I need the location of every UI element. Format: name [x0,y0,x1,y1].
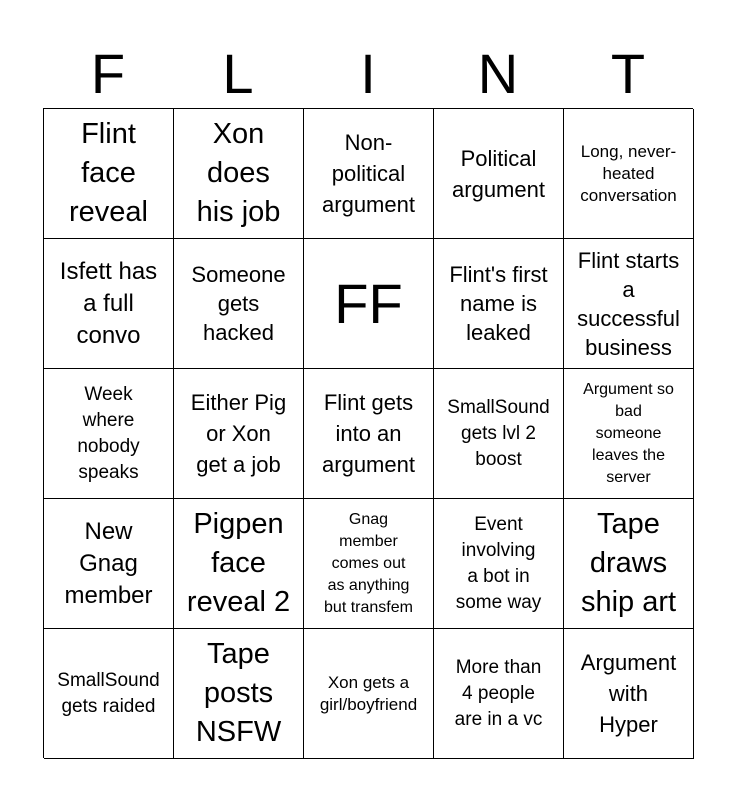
cell-text: New Gnag member [64,517,153,609]
bingo-cell[interactable] [304,369,434,499]
bingo-cell[interactable] [564,499,694,629]
title-letter-f: F [90,42,126,105]
bingo-cell[interactable] [564,109,694,239]
bingo-cell[interactable] [174,239,304,369]
bingo-cell[interactable] [44,109,174,239]
bingo-cell[interactable] [564,239,694,369]
cell-text: Flint's first name is leaked [449,262,548,345]
cell-text: SmallSound gets raided [57,669,160,717]
bingo-cell[interactable] [564,629,694,759]
cell-text: SmallSound gets lvl 2 boost [447,396,550,470]
free-space[interactable] [304,239,434,369]
cell-text: Argument so bad someone leaves the server [583,380,674,486]
title-letter-l: L [222,42,254,105]
cell-text: Event involving a bot in some way [455,513,542,613]
bingo-cell[interactable] [434,499,564,629]
cell-text: Someone gets hacked [191,262,286,345]
cell-text: Week where nobody speaks [77,383,140,483]
bingo-cell[interactable] [44,629,174,759]
bingo-title [43,38,693,110]
cell-text: Flint face reveal [69,118,148,228]
free-space-text: FF [334,271,403,335]
cell-text: Non- political argument [322,130,415,217]
bingo-cell[interactable] [44,239,174,369]
cell-text: Flint starts a successful business [577,247,680,360]
title-letter-i: I [360,42,376,105]
cell-text: Political argument [452,145,545,202]
bingo-cell[interactable] [434,369,564,499]
cell-text: Gnag member comes out as anything but transfem [324,510,413,616]
title-letter-t: T [610,42,646,105]
bingo-board [43,108,693,758]
bingo-cell[interactable] [434,109,564,239]
title-letter-n: N [477,42,519,105]
bingo-cell[interactable] [174,109,304,239]
bingo-cell[interactable] [174,369,304,499]
bingo-cell[interactable] [304,109,434,239]
bingo-cell[interactable] [304,629,434,759]
bingo-cell[interactable] [174,629,304,759]
bingo-cell[interactable] [434,629,564,759]
cell-text: Pigpen face reveal 2 [186,508,291,618]
bingo-cell[interactable] [44,499,174,629]
bingo-cell[interactable] [564,369,694,499]
bingo-cell[interactable] [174,499,304,629]
cell-text: Tape draws ship art [580,508,677,618]
cell-text: Either Pig or Xon get a job [190,390,287,477]
cell-text: Xon gets a girl/boyfriend [319,672,418,714]
cell-text: Argument with Hyper [580,650,677,737]
bingo-cell[interactable] [44,369,174,499]
cell-text: Xon does his job [196,118,281,228]
bingo-cell[interactable] [434,239,564,369]
cell-text: More than 4 people are in a vc [454,656,543,730]
cell-text: Flint gets into an argument [322,390,415,477]
cell-text: Tape posts NSFW [195,638,282,748]
cell-text: Isfett has a full convo [59,257,158,349]
bingo-cell[interactable] [304,499,434,629]
cell-text: Long, never- heated conversation [580,141,677,205]
